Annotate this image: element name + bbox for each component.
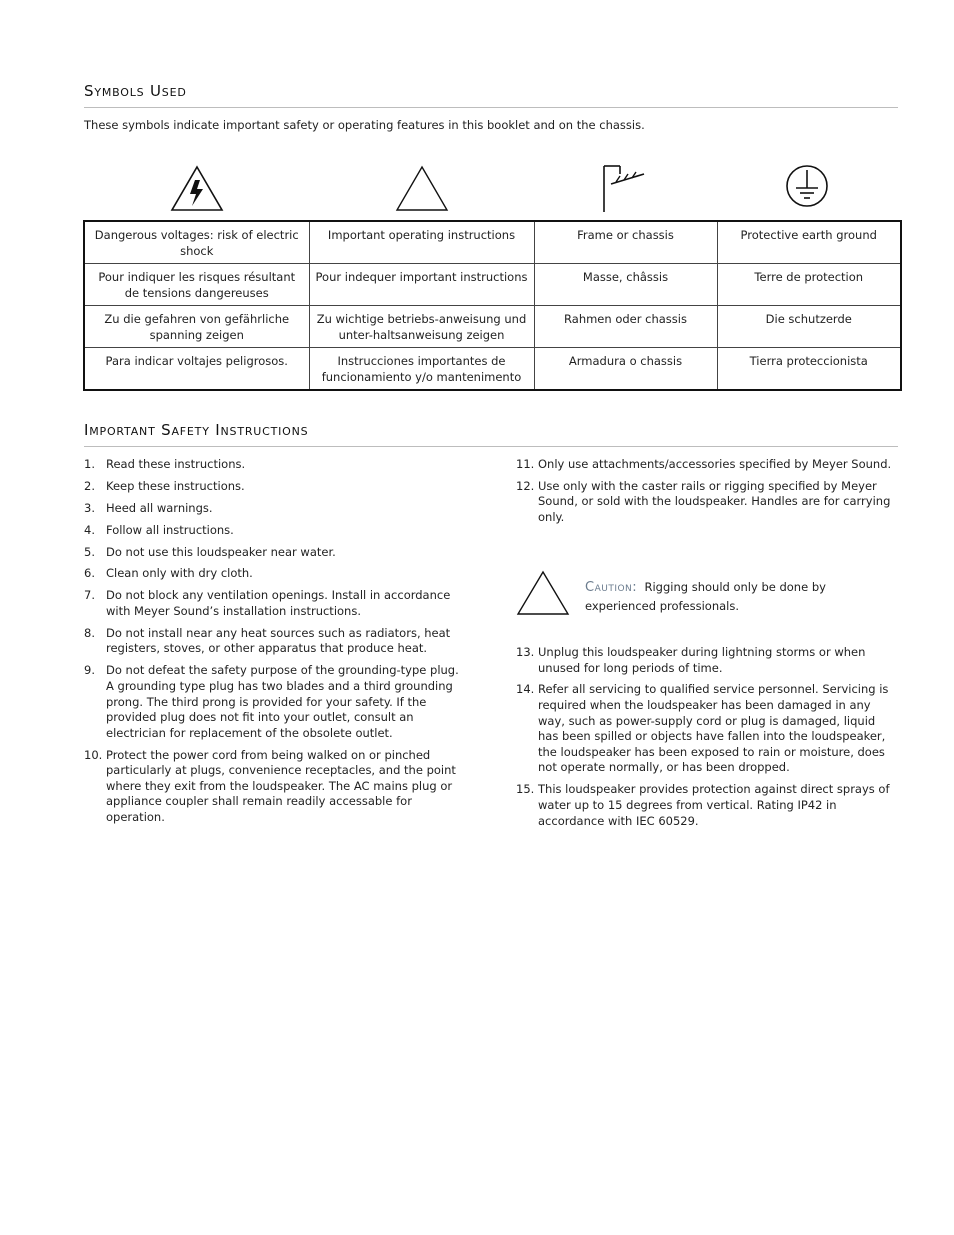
list-item (84, 748, 465, 826)
item-text: Do not block any ventilation openings. Install in accordance with Meyer Sound’s installation instructions. (106, 588, 451, 618)
caution-triangle-icon (516, 570, 570, 617)
caution-note (585, 578, 885, 615)
list-item (84, 479, 465, 495)
item-text: Do not use this loudspeaker near water. (106, 544, 336, 559)
item-number: 3. (84, 500, 95, 515)
table-cell: Zu die gefahren von gefährliche spanning zeigen (84, 306, 309, 348)
table-cell: Terre de protection (717, 264, 901, 306)
caution-text: Rigging should only be done by experienced professionals. (585, 580, 826, 613)
list-item (84, 663, 465, 741)
list-item (84, 626, 465, 657)
list-item (516, 682, 897, 776)
list-item (516, 479, 897, 526)
symbols-intro: These symbols indicate important safety or operating features in this booklet and on the chassis. (84, 118, 645, 132)
safety-heading-rule (84, 446, 898, 447)
item-number: 5. (84, 544, 95, 559)
item-text: Protect the power cord from being walked on or pinched particularly at plugs, convenience receptacles, and the point where they exit from the loudspeaker. The AC mains plug or appliance coupler shall remain readily accessable for operation. (106, 747, 456, 824)
symbols-heading-rule (84, 107, 898, 108)
list-item (84, 523, 465, 539)
list-item (516, 782, 897, 829)
table-cell: Rahmen oder chassis (534, 306, 717, 348)
item-text: Refer all servicing to qualified service personnel. Servicing is required when the loudspeaker has been damaged in any way, such as power-supply cord or plug is damaged, liquid has been spilled or objects have fallen into the loudspeaker, the loudspeaker has been exposed to rain or moisture, does not operate normally, or has been dropped. (538, 682, 889, 775)
list-item (84, 588, 465, 619)
item-number: 8. (84, 625, 95, 640)
item-number: 7. (84, 588, 95, 603)
caution-label: Caution: (585, 580, 638, 595)
table-cell: Instrucciones importantes de funcionamiento y/o mantenimento (309, 348, 534, 391)
item-text: Do not install near any heat sources such as radiators, heat registers, stoves, or other apparatus that produce heat. (106, 625, 451, 656)
list-item (516, 645, 897, 676)
item-text: This loudspeaker provides protection against direct sprays of water up to 15 degrees from vertical. Rating IP42 in accordance with IEC 60529. (538, 782, 890, 828)
safety-heading: Important Safety Instructions (84, 421, 309, 439)
item-text: Only use attachments/accessories specified by Meyer Sound. (538, 457, 892, 471)
safety-list-left (84, 457, 465, 832)
table-cell: Para indicar voltajes peligrosos. (84, 348, 309, 391)
table-cell: Tierra proteccionista (717, 348, 901, 391)
table-row (84, 264, 901, 306)
item-number: 13. (516, 645, 535, 659)
table-cell: Protective earth ground (717, 221, 901, 264)
table-cell: Masse, châssis (534, 264, 717, 306)
safety-list-right-bottom (516, 645, 897, 835)
table-cell: Frame or chassis (534, 221, 717, 264)
item-number: 11. (516, 457, 535, 471)
item-text: Do not defeat the safety purpose of the grounding-type plug. A grounding type plug has two blades and a third grounding prong. The third prong is provided for your safety. If the provided plug does not fit into your outlet, consult an electrician for replacement of the obsolete outlet. (106, 663, 459, 740)
item-number: 1. (84, 457, 95, 471)
item-text: Unplug this loudspeaker during lightning storms or when unused for long periods of time. (538, 645, 866, 675)
table-row (84, 306, 901, 348)
protective-earth-icon (785, 164, 829, 208)
item-text: Follow all instructions. (106, 522, 234, 537)
lightning-triangle-icon (170, 165, 224, 213)
table-cell: Die schutzerde (717, 306, 901, 348)
item-text: Keep these instructions. (106, 478, 245, 493)
item-number: 9. (84, 663, 95, 678)
item-number: 15. (516, 782, 535, 797)
table-cell: Pour indiquer les risques résultant de tensions dangereuses (84, 264, 309, 306)
list-item (516, 457, 897, 473)
item-text: Heed all warnings. (106, 500, 213, 515)
table-cell: Pour indequer important instructions (309, 264, 534, 306)
item-number: 4. (84, 522, 95, 537)
table-cell: Zu wichtige betriebs-anweisung und unter-haltsanweisung zeigen (309, 306, 534, 348)
table-row (84, 348, 901, 391)
list-item (84, 566, 465, 582)
table-cell: Dangerous voltages: risk of electric shock (84, 221, 309, 264)
table-row (84, 221, 901, 264)
item-text: Use only with the caster rails or rigging specified by Meyer Sound, or sold with the loudspeaker. Handles are for carrying only. (538, 478, 891, 525)
item-number: 12. (516, 478, 535, 493)
item-text: Clean only with dry cloth. (106, 566, 253, 581)
chassis-ground-icon (600, 164, 648, 214)
item-text: Read these instructions. (106, 457, 246, 471)
warning-triangle-icon (395, 165, 449, 213)
safety-list-right-top (516, 457, 897, 532)
list-item (84, 501, 465, 517)
item-number: 2. (84, 478, 95, 493)
table-cell: Important operating instructions (309, 221, 534, 264)
item-number: 6. (84, 566, 95, 581)
item-number: 10. (84, 747, 103, 762)
list-item (84, 457, 465, 473)
symbols-table (83, 220, 902, 391)
table-cell: Armadura o chassis (534, 348, 717, 391)
list-item (84, 545, 465, 561)
item-number: 14. (516, 682, 535, 697)
symbols-heading: Symbols Used (84, 82, 187, 100)
